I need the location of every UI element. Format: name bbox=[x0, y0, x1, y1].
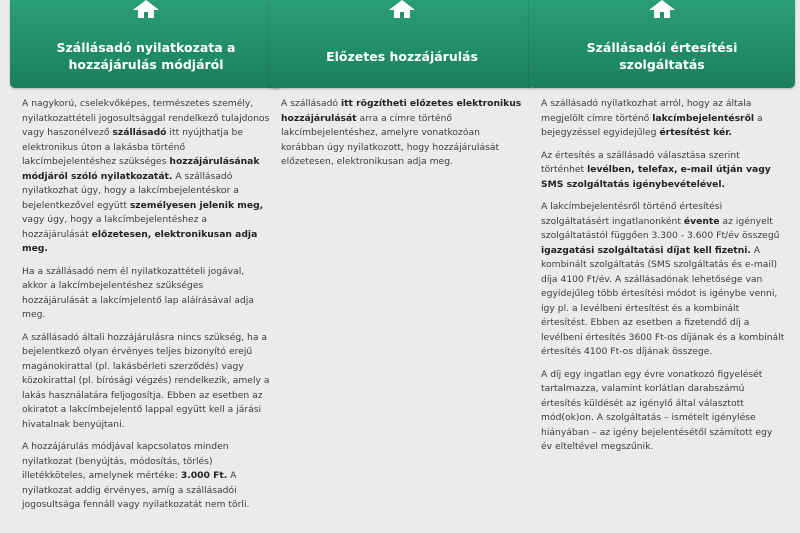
paragraph bbox=[281, 97, 525, 170]
text-run: A nyilatkozat addig érvényes, amíg a szállásadói jogosultsága fennáll vagy nyilatkozatát nem törli. bbox=[22, 470, 250, 510]
bold-text: levélben, telefax, e-mail útján vagy SMS szolgáltatás igénybevételével. bbox=[541, 164, 771, 190]
bold-text: 3.000 Ft. bbox=[180, 470, 228, 481]
bold-text: lakcímbejelentésről bbox=[652, 112, 755, 124]
paragraph bbox=[22, 97, 272, 257]
bold-text: igazgatási szolgáltatási díjat kell fizetni. bbox=[541, 244, 751, 256]
text-run: itt nyújthatja be elektronikus úton a lakásba történő lakcímbejelentéshez szükséges bbox=[22, 127, 243, 167]
home-icon bbox=[126, 0, 166, 20]
bold-text: itt rögzítheti előzetes elektronikus hozzájárulását bbox=[281, 98, 522, 124]
text-run: A díj egy ingatlan egy évre vonatkozó figyelését tartalmazza, valamint korlátlan darabszámú értesítés küldését az igénylő által választott mód(ok)on. A szolgáltatás – ismételt igénylése hiányában – az igény bejelentésétől számított egy év elteltével megszűnik. bbox=[541, 368, 773, 452]
text-run: A lakcímbejelentésről történő értesítési szolgáltatásért ingatlanonként bbox=[541, 201, 723, 227]
paragraph bbox=[541, 200, 785, 360]
card-ertesites[interactable] bbox=[529, 0, 795, 88]
paragraph bbox=[541, 97, 785, 141]
text-run: A szállásadó bbox=[281, 98, 341, 109]
paragraph bbox=[541, 368, 785, 455]
text-run: az igényelt szolgáltatástól függően 3.300 - 3.600 Ft/év összegű bbox=[541, 215, 780, 241]
column-body bbox=[529, 88, 795, 455]
card-nyilatkozat[interactable] bbox=[10, 0, 282, 88]
card-title: Szállásadói értesítési szolgáltatás bbox=[586, 40, 738, 72]
bold-text: értesítést kér. bbox=[659, 127, 732, 138]
text-run: Az értesítés a szállásadó választása szerint történhet bbox=[541, 149, 740, 175]
text-run: A hozzájárulás módjával kapcsolatos minden nyilatkozat (benyújtás, módosítás, törlés) illetékköteles, amelynek mértéke: bbox=[22, 441, 229, 481]
text-run: Ha a szállásadó nem él nyilatkozattételi jogával, akkor a lakcímbejelentéshez szükséges hozzájárulását a lakcímjelentő lap aláírásával adja meg. bbox=[22, 265, 254, 320]
text-run: A nagykorú, cselekvőképes, természetes személy, nyilatkozattételi jogosultsággal rendelkező tulajdonos vagy haszonélvező bbox=[22, 98, 270, 138]
home-icon bbox=[642, 0, 682, 20]
card-title: Szállásadó nyilatkozata a hozzájárulás módjáról bbox=[56, 40, 236, 72]
paragraph bbox=[22, 331, 272, 433]
column-nyilatkozat bbox=[10, 0, 282, 521]
text-run: vagy úgy, hogy a lakcímbejelentéshez a hozzájárulását bbox=[22, 214, 208, 240]
paragraph bbox=[22, 440, 272, 513]
column-elozetes bbox=[269, 0, 535, 178]
text-run: A szállásadó nyilatkozhat arról, hogy az általa megjelölt címre történő bbox=[541, 98, 752, 124]
bold-text: évente bbox=[683, 215, 720, 227]
text-run: arra a címre történő lakcímbejelentéshez, amelyre vonatkozóan korábban úgy nyilatkozott, hogy hozzájárulását előzetesen, elektronikusan adja meg. bbox=[281, 112, 500, 167]
column-body bbox=[10, 88, 282, 513]
paragraph bbox=[22, 265, 272, 323]
bold-text: előzetesen, elektronikusan adja meg. bbox=[22, 228, 258, 254]
text-run: a bejegyzéssel egyidejűleg bbox=[541, 112, 763, 138]
paragraph bbox=[541, 149, 785, 193]
text-run: A szállásadó nyilatkozhat úgy, hogy a lakcímbejelentéskor a bejelentkezővel együtt bbox=[22, 170, 239, 211]
card-title: Előzetes hozzájárulás bbox=[326, 48, 478, 64]
column-ertesites bbox=[529, 0, 795, 463]
text-run: A kombinált szolgáltatás (SMS szolgáltatás és e-mail) díja 4100 Ft/év. A szállásadónak lehetősége van egyidejűleg több értesítési módot is igénybe venni, így pl. a levélbeni értesítést és a kombinált értesítést. Ebben az esetben a fizetendő díj a levélbeni értesítés 3600 Ft-os díjának és a kombinált értesítés 4100 Ft-os díjának összege. bbox=[541, 244, 785, 357]
card-elozetes[interactable] bbox=[269, 0, 535, 88]
column-body bbox=[269, 88, 535, 170]
home-icon bbox=[382, 0, 422, 20]
bold-text: személyesen jelenik meg, bbox=[129, 199, 264, 211]
text-run: A szállásadó általi hozzájárulásra nincs szükség, ha a bejelentkező olyan érvényes teljes bizonyító erejű magánokirattal (pl. lakásbérleti szerződés) vagy közokirattal (pl. bírósági végzés) rendelkezik, amely a lakás használatára feljogosítja. Ebben az esetben az okiratot a lakcímbejelentő lappal együtt kell a járási hivatalnak benyújtani. bbox=[22, 331, 270, 430]
bold-text: hozzájárulásának módjáról szóló nyilatkozatát. bbox=[22, 156, 260, 182]
bold-text: szállásadó bbox=[112, 127, 167, 138]
